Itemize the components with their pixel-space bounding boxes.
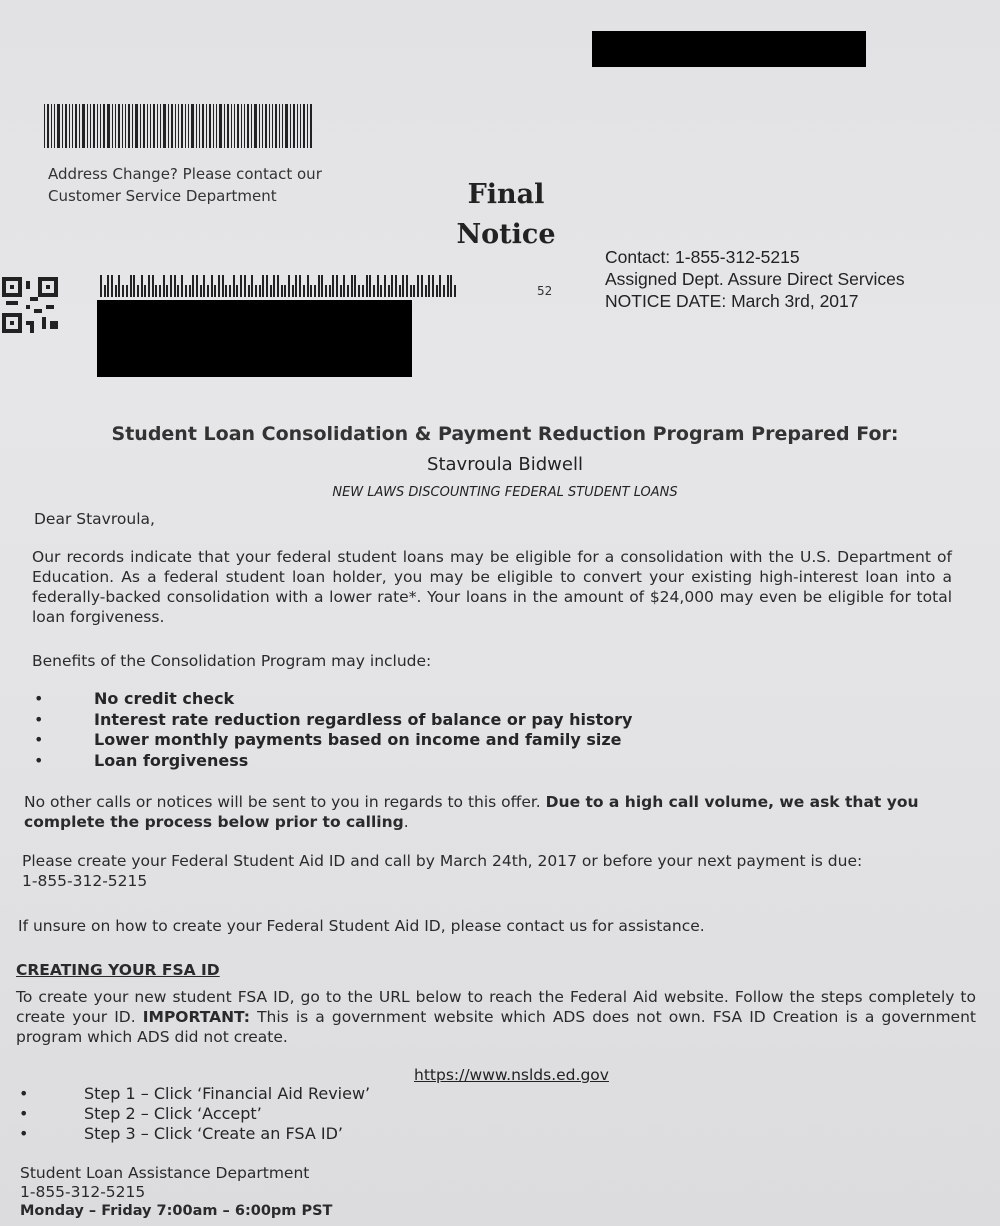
assigned-dept: Assigned Dept. Assure Direct Services [605, 269, 905, 289]
qr-code-icon [2, 277, 58, 333]
benefit-item [34, 750, 632, 772]
benefit-text: Lower monthly payments based on income and family size [94, 730, 622, 749]
call-volume-paragraph [24, 792, 944, 832]
create-id-paragraph [22, 851, 972, 891]
bullet-icon: • [19, 1084, 29, 1103]
bullet-icon: • [19, 1104, 29, 1123]
postal-barcode [100, 275, 458, 297]
intro-paragraph: Our records indicate that your federal student loans may be eligible for a consolidation with the U.S. Department of Education. As a federal student loan holder, you may be eligible to convert your existing high-interest loan into a federally-backed consolidation with a lower rate*. Your loans in the amount of $24,000 may even be eligible for total loan forgiveness. [32, 548, 952, 626]
final-notice-line-1: Final [467, 179, 545, 210]
footer-block [20, 1164, 332, 1221]
contact-block [605, 246, 905, 312]
contact-phone: Contact: 1-855-312-5215 [605, 247, 800, 267]
step-item [19, 1084, 371, 1104]
bullet-icon: • [34, 730, 44, 749]
create-id-call-text: Please create your Federal Student Aid ID and call by March 24th, 2017 or before your next payment is due: [22, 852, 863, 870]
fsa-body-start: To create your new student FSA ID, go to the URL below to reach the Federal Aid website. Follow the steps completely to create your ID. [16, 988, 976, 1026]
call-phone: 1-855-312-5215 [22, 872, 148, 890]
no-other-calls-text: No other calls or notices will be sent to you in regards to this offer. [24, 793, 541, 811]
bullet-icon: • [34, 709, 44, 729]
mail-code: 52 [537, 284, 553, 298]
step-text: Step 1 – Click ‘Financial Aid Review’ [84, 1084, 371, 1103]
program-title: Student Loan Consolidation & Payment Reduction Program Prepared For: [111, 423, 899, 445]
benefits-intro: Benefits of the Consolidation Program may include: [32, 652, 432, 670]
benefit-item [34, 689, 632, 710]
address-change-line-1: Address Change? Please contact our [48, 165, 322, 183]
greeting: Dear Stavroula, [34, 510, 155, 528]
barcode [44, 104, 314, 148]
bullet-icon: • [34, 750, 44, 770]
benefit-item [34, 709, 633, 731]
step-item [19, 1104, 370, 1124]
final-notice-heading [440, 175, 572, 255]
footer-department: Student Loan Assistance Department [20, 1164, 310, 1182]
steps-list [19, 1084, 371, 1144]
benefit-item [34, 730, 632, 751]
nslds-url-link[interactable]: https://www.nslds.ed.gov [414, 1066, 609, 1084]
step-text: Step 3 – Click ‘Create an FSA ID’ [84, 1124, 343, 1143]
benefit-text: Interest rate reduction regardless of balance or pay history [94, 709, 633, 729]
address-change-note [48, 163, 322, 207]
address-change-line-2: Customer Service Department [48, 187, 277, 205]
bullet-icon: • [34, 689, 44, 708]
recipient-name: Stavroula Bidwell [427, 454, 583, 475]
footer-phone: 1-855-312-5215 [20, 1183, 146, 1201]
benefits-list [34, 689, 633, 771]
step-item [19, 1124, 370, 1144]
fsa-section-heading: CREATING YOUR FSA ID [16, 961, 220, 979]
call-volume-end: . [403, 813, 409, 831]
important-label: IMPORTANT: [142, 1008, 250, 1026]
benefit-text: No credit check [94, 689, 235, 708]
step-text: Step 2 – Click ‘Accept’ [84, 1104, 262, 1123]
unsure-paragraph: If unsure on how to create your Federal Student Aid ID, please contact us for assistance. [18, 917, 705, 935]
footer-hours: Monday – Friday 7:00am – 6:00pm PST [20, 1203, 333, 1219]
fsa-section-body [16, 987, 976, 1047]
notice-date: NOTICE DATE: March 3rd, 2017 [605, 291, 859, 311]
bullet-icon: • [19, 1124, 29, 1143]
call-volume-bold-text: Due to a high call volume, we ask that you complete the process below prior to calling [24, 793, 919, 831]
subheading: NEW LAWS DISCOUNTING FEDERAL STUDENT LOANS [332, 485, 678, 500]
redacted-address-block [97, 300, 412, 377]
fsa-body-end: This is a government website which ADS does not own. FSA ID Creation is a government program which ADS did not create. [16, 1008, 976, 1046]
benefit-text: Loan forgiveness [94, 750, 249, 770]
redacted-block-top [592, 31, 866, 67]
final-notice-line-2: Notice [456, 219, 556, 250]
